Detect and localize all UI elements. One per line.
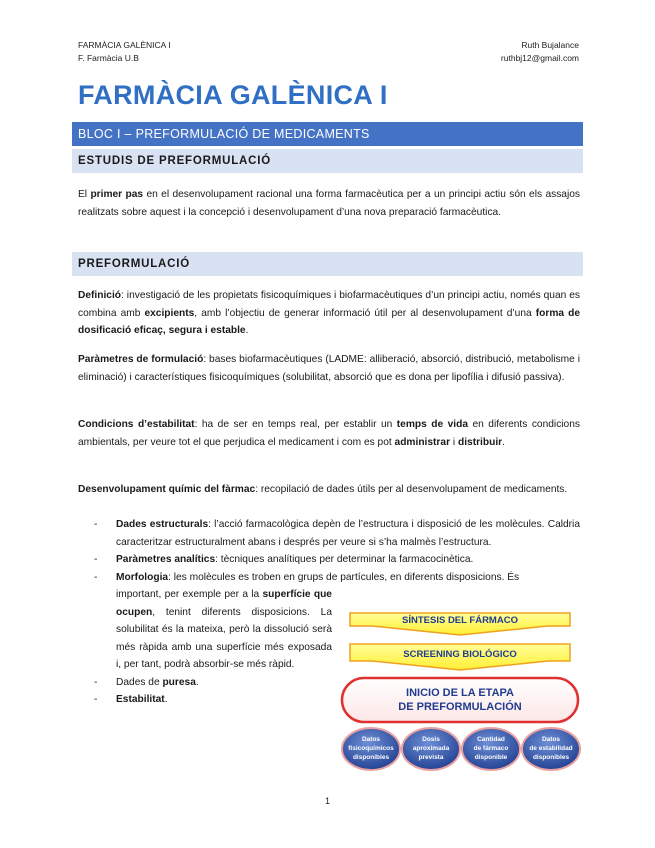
svg-text:disponibles: disponibles [352, 754, 390, 761]
header-author: Ruth Bujalance [521, 40, 579, 50]
svg-text:Datos: Datos [541, 736, 561, 743]
section-heading-preformulacio: PREFORMULACIÓ [72, 252, 583, 276]
svg-text:Dosis: Dosis [422, 736, 440, 743]
list-item-morfologia: - Morfologia: les molècules es troben en grups de partícules, en diferents disposicions. És important, per exemple per a la superfície que ocupen, tenint diferents disposicions. La solubilitat és la mateixa, però la dissolució serà més ràpida amb una superfície més exposada i, per tant, podrà absorbir-se més ràpid. [94, 571, 520, 670]
preformulation-stage-line2: DE PREFORMULACIÓN [398, 701, 522, 713]
desenvolupament-paragraph: Desenvolupament químic del fàrmac: recopilació de dades útils per al desenvolupament de medicaments. [78, 484, 568, 495]
svg-text:fisicoquímicos: fisicoquímicos [348, 745, 394, 752]
bloc-heading: BLOC I – PREFORMULACIÓ DE MEDICAMENTS [72, 122, 583, 146]
parametres-paragraph: Paràmetres de formulació: bases biofarmacèutiques (LADME: alliberació, absorció, distribució, metabolisme i eliminació) i característiques fisicoquímiques (solubilitat, absorció que es dona per lipofília i difusió passiva). [78, 354, 580, 383]
list-item-estabilitat: - Estabilitat. [94, 694, 168, 705]
oval-cantidad-farmaco [462, 728, 520, 770]
preformulation-diagram [338, 608, 584, 776]
header-faculty: F. Farmàcia U.B [78, 52, 139, 63]
svg-text:prevista: prevista [418, 754, 444, 761]
page-number: 1 [324, 796, 330, 806]
condicions-paragraph: Condicions d’estabilitat: ha de ser en temps real, per establir un temps de vida en diferents condicions ambientals, per veure tot el que perjudica el medicament i com es pot administrar i distribuir. [78, 419, 580, 448]
oval-dosis-aproximada [402, 728, 460, 770]
intro-paragraph: El primer pas en el desenvolupament racional una forma farmacèutica per a un principi actiu són els assajos realitzats sobre aquest i la concepció i desenvolupament d’una nova preparació farmacèutica. [78, 189, 580, 218]
list-item-puresa: - Dades de puresa. [94, 676, 199, 688]
definicio-paragraph: Definició: investigació de les propietats fisicoquímiques i biofarmacèutiques d’un principi actiu, només quan es combina amb excipients, amb l’objectiu de generar informació útil per al desenvolupament d’una forma de dosificació eficaç, segura i estable. [78, 290, 580, 336]
header-email: ruthbj12@gmail.com [500, 52, 579, 63]
svg-text:de estabilidad: de estabilidad [529, 745, 573, 752]
preformulation-stage-line1: INICIO DE LA ETAPA [406, 687, 514, 699]
synthesis-label: SÍNTESIS DEL FÁRMACO [402, 615, 518, 626]
svg-text:Datos: Datos [361, 736, 381, 743]
svg-text:aproximada: aproximada [412, 745, 450, 752]
page-title: FARMÀCIA GALÈNICA I [78, 80, 388, 110]
oval-datos-estabilidad [522, 728, 580, 770]
header-right [501, 39, 579, 64]
svg-text:disponibles: disponibles [532, 754, 570, 761]
svg-text:Cantidad: Cantidad [477, 736, 505, 743]
list-item-dades-estructurals: - Dades estructurals: l’acció farmacològica depèn de l’estructura i disposició de les molècules. Caldria caracteritzar estructuralment abans i després per veure si s’ha malmès l’estructura. [94, 519, 580, 548]
section-heading-estudis: ESTUDIS DE PREFORMULACIÓ [72, 149, 583, 173]
svg-text:de fármaco: de fármaco [473, 745, 509, 752]
list-item-parametres-analitics: - Paràmetres analítics: tècniques analítiques per determinar la farmacocinètica. [94, 554, 474, 565]
oval-datos-fisicoquimicos [342, 728, 400, 770]
svg-text:disponible: disponible [474, 754, 508, 761]
header-left [78, 39, 171, 64]
preformulation-stage-box [342, 678, 578, 722]
header-course: FARMÀCIA GALÈNICA I [78, 40, 171, 50]
screening-label: SCREENING BIOLÓGICO [403, 649, 517, 660]
